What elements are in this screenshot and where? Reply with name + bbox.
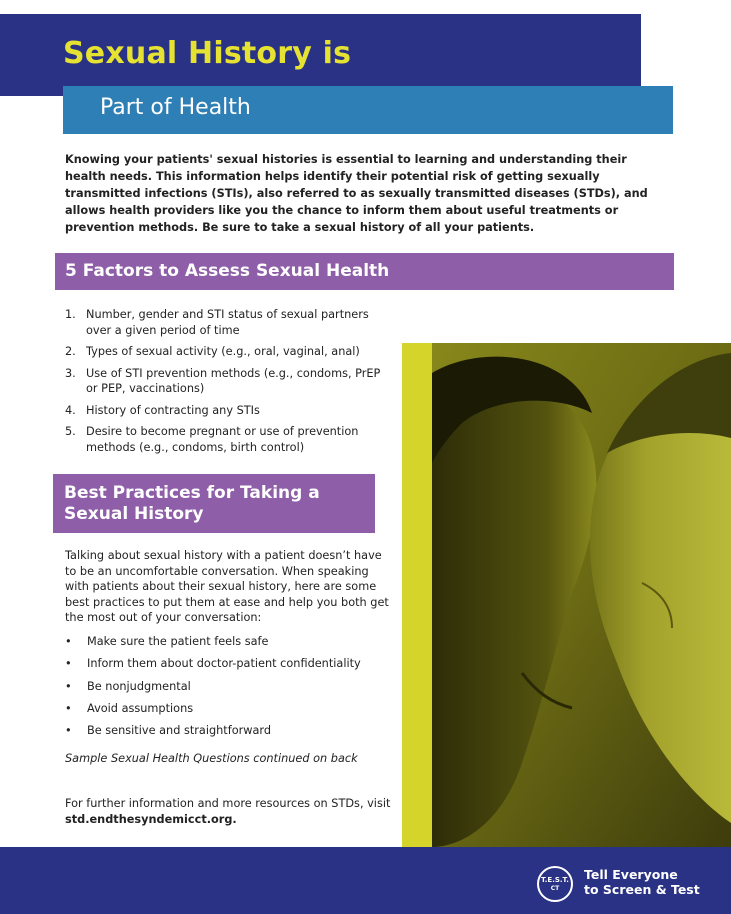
item-text: Avoid assumptions: [87, 701, 194, 715]
factors-list: [65, 307, 395, 461]
item-text: Be sensitive and straightforward: [87, 724, 272, 738]
item-text: Desire to become pregnant or use of prevention methods (e.g., condoms, birth control): [86, 425, 359, 454]
bullet-icon: •: [65, 724, 72, 738]
badge-subtext: CT: [550, 885, 560, 892]
intro-paragraph: Knowing your patients' sexual histories is essential to learning and understanding their health needs. This information helps identify their potential risk of getting sexually transmitted infections (STIs), also referred to as sexually transmitted diseases (STDs), and allows health providers like you the chance to inform them about useful treatments or prevention methods. Be sure to take a sexual history of all your patients.: [65, 153, 648, 234]
list-item: [65, 307, 395, 338]
practices-heading: Best Practices for Taking a Sexual History: [64, 483, 320, 524]
badge-text: T.E.S.T.: [541, 876, 569, 884]
subtitle-band: [63, 86, 673, 134]
list-item: [65, 403, 395, 419]
further-info-text: For further information and more resources on STDs, visit: [65, 797, 391, 810]
item-number: 1.: [65, 308, 76, 321]
test-logo-icon: [537, 866, 573, 902]
item-text: Make sure the patient feels safe: [87, 635, 269, 648]
item-text: Types of sexual activity (e.g., oral, vaginal, anal): [86, 345, 360, 358]
bullet-icon: •: [65, 679, 72, 693]
list-item: [65, 634, 395, 650]
tagline-line-2: to Screen & Test: [584, 882, 700, 897]
item-number: 3.: [65, 366, 76, 380]
list-item: [65, 366, 395, 397]
bullet-icon: •: [65, 701, 72, 715]
item-text: Inform them about doctor-patient confidentiality: [87, 657, 361, 671]
page-subtitle: Part of Health: [100, 95, 251, 120]
continued-note: Sample Sexual Health Questions continued on back: [65, 752, 358, 765]
factors-section-header: [55, 253, 674, 290]
practices-section-header: [53, 474, 375, 533]
item-text: History of contracting any STIs: [86, 403, 260, 417]
practices-intro: Talking about sexual history with a patient doesn’t have to be an uncomfortable conversation. When speaking with patients about their sexual history, here are some best practices to put them at ease and help you both get the most out of your conversation:: [65, 549, 389, 624]
photo-accent-stripe: [402, 343, 432, 847]
item-number: 5.: [65, 425, 76, 438]
bullet-icon: •: [65, 635, 72, 648]
list-item: [65, 424, 395, 455]
list-item: [65, 679, 395, 695]
photo: [402, 343, 731, 847]
practices-list: [65, 634, 395, 745]
list-item: [65, 723, 395, 739]
further-info: [65, 796, 395, 828]
item-number: 4.: [65, 403, 76, 417]
item-text: Number, gender and STI status of sexual partners over a given period of time: [86, 308, 369, 337]
item-number: 2.: [65, 345, 76, 358]
bullet-icon: •: [65, 657, 72, 671]
footer: [0, 847, 731, 914]
photo-illustration: [402, 343, 731, 847]
tagline-line-1: Tell Everyone: [584, 867, 678, 882]
list-item: [65, 344, 395, 360]
list-item: [65, 701, 395, 717]
factors-heading: 5 Factors to Assess Sexual Health: [65, 261, 390, 281]
item-text: Use of STI prevention methods (e.g., condoms, PrEP or PEP, vaccinations): [86, 366, 381, 395]
resource-link[interactable]: std.endthesyndemicct.org.: [65, 813, 237, 826]
page-title: Sexual History is: [63, 36, 352, 71]
list-item: [65, 656, 395, 672]
item-text: Be nonjudgmental: [87, 679, 191, 693]
tagline: [584, 867, 724, 897]
